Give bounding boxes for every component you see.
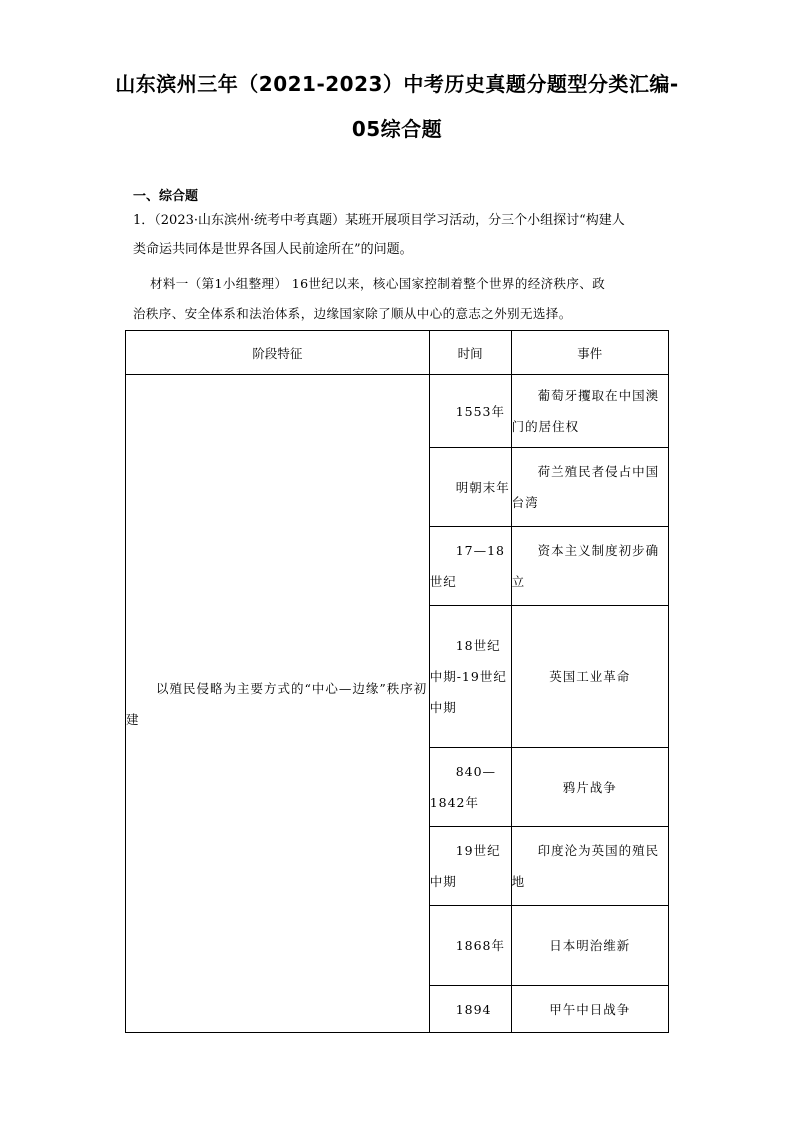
material-text-line-1: 材料一（第1小组整理） 16世纪以来，核心国家控制着整个世界的经济秩序、政 — [150, 276, 606, 291]
header-event: 事件 — [511, 331, 668, 375]
table-header-row — [126, 331, 669, 375]
doc-title-line-1: 山东滨州三年（2021-2023）中考历史真题分题型分类汇编- — [115, 72, 679, 96]
doc-title-line-2: 05综合题 — [351, 117, 443, 141]
time-cell: 明朝末年 — [429, 448, 511, 527]
event-cell: 印度沦为英国的殖民地 — [511, 827, 668, 906]
header-stage: 阶段特征 — [126, 331, 430, 375]
time-cell: 1553年 — [429, 375, 511, 448]
event-cell: 日本明治维新 — [511, 906, 668, 986]
event-cell: 英国工业革命 — [511, 606, 668, 748]
event-cell: 鸦片战争 — [511, 748, 668, 827]
time-cell: 1894 — [429, 986, 511, 1033]
time-cell: 840—1842年 — [429, 748, 511, 827]
section-heading: 一、综合题 — [133, 189, 199, 204]
question-text-line-1: 1．（2023·山东滨州·统考中考真题）某班开展项目学习活动，分三个小组探讨“构建人 — [133, 213, 625, 228]
question-text-line-2: 类命运共同体是世界各国人民前途所在”的问题。 — [133, 242, 413, 257]
time-cell: 1868年 — [429, 906, 511, 986]
header-time: 时间 — [429, 331, 511, 375]
event-cell: 荷兰殖民者侵占中国台湾 — [511, 448, 668, 527]
material-text-line-2: 治秩序、安全体系和法治体系，边缘国家除了顺从中心的意志之外别无选择。 — [133, 306, 572, 321]
event-cell: 葡萄牙攫取在中国澳门的居住权 — [511, 375, 668, 448]
event-cell: 资本主义制度初步确立 — [511, 527, 668, 606]
time-cell: 18世纪中期-19世纪中期 — [429, 606, 511, 748]
stage-cell: 以殖民侵略为主要方式的“中心—边缘”秩序初建 — [126, 375, 430, 1033]
time-cell: 17—18世纪 — [429, 527, 511, 606]
event-cell: 甲午中日战争 — [511, 986, 668, 1033]
time-cell: 19世纪中期 — [429, 827, 511, 906]
events-table — [125, 330, 669, 1033]
table-row — [126, 375, 669, 448]
